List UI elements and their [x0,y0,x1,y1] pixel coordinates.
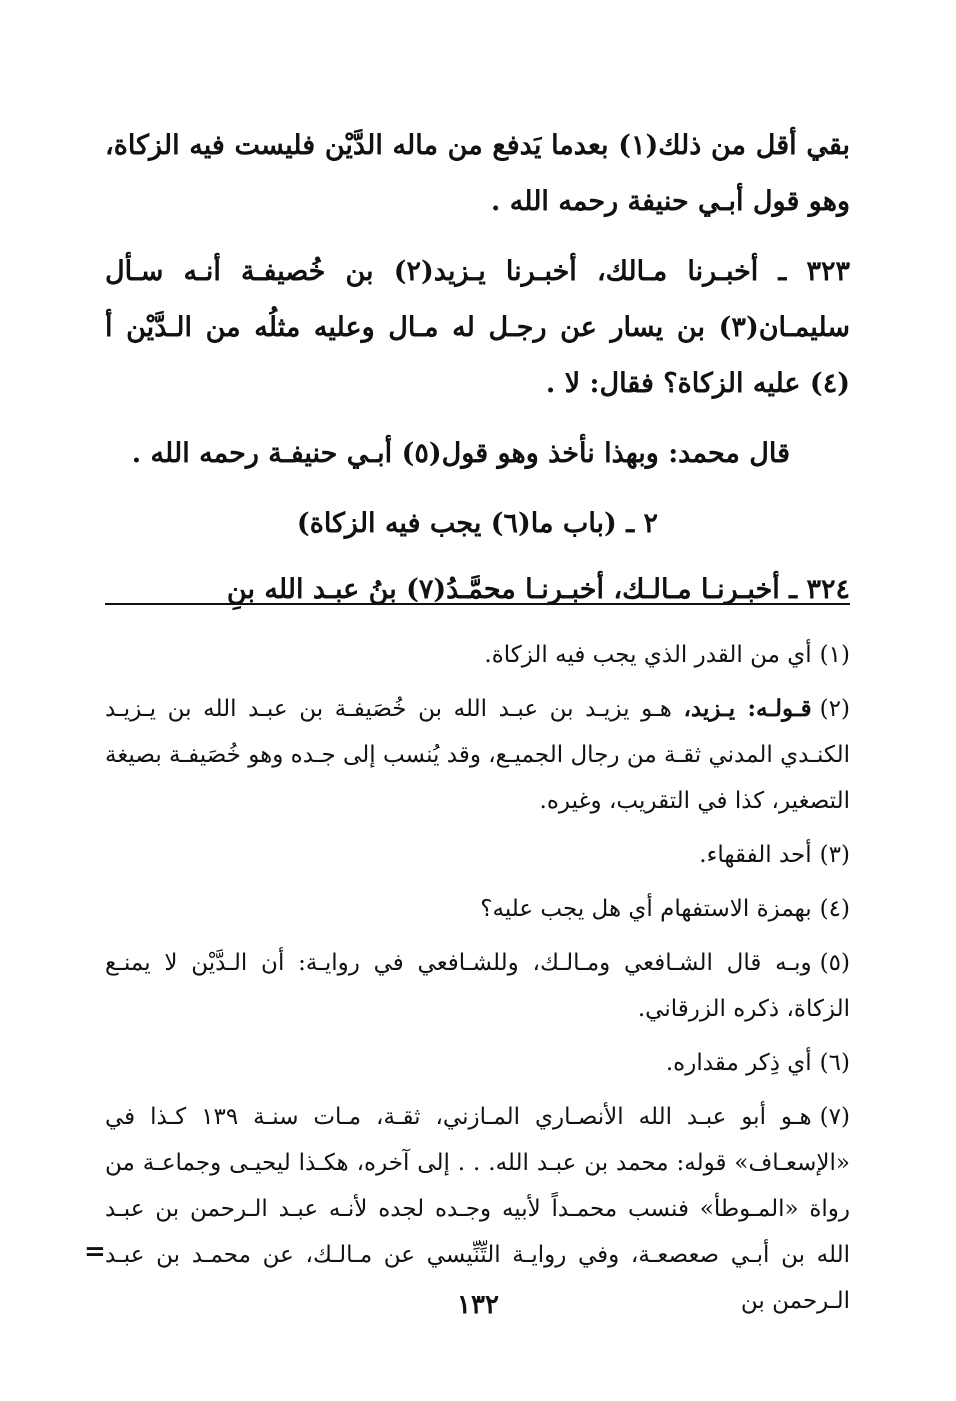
footnote-number: (٣) [819,842,850,868]
footnote-divider [105,603,850,605]
footnote-text: أي من القدر الذي يجب فيه الزكاة. [484,642,812,668]
footnote-text: هـو يزيـد بن عبـد الله بن خُصَيفـة بن عبـد الله بن يـزيـد الكنـدي المدني ثقـة من رجال الجميـع، وقد يُنسب إلى جـده وهو خُصَيفـة بصيغة التصغير، كذا في التقريب، وغيره. [105,696,850,814]
hadith-324: ٣٢٤ ـ أخبـرنـا مـالـك، أخبـرنـا محمَّـدُ(٧) بنُ عبـد الله بنِ [226,574,850,605]
footnote-5 [105,940,850,1032]
footnote-6 [105,1040,850,1086]
footnote-number: (٦) [819,1050,850,1076]
footnote-number: (٢) [819,696,850,722]
footnote-text: هـو أبو عبـد الله الأنصـاري المـازني، ثقـة، مـات سنـة ١٣٩ كـذا في «الإسعـاف» قوله: محمد بن عبـد الله. . . إلى آخره، هكـذا ليحيـى وجماعـة من رواة «المـوطأ» فنسب محمـداً لأبيه وجـده لجده لأنـه عبـد الـرحمن بن عبـد الله بن أبـي صعصعـة، وفي روايـة التِّنِّيسي عن مـالـك، عن محمـد بن عبـد الـرحمن بن [105,1104,850,1314]
footnotes [105,632,850,1332]
muhammad-statement: قال محمد: وبهذا نأخذ وهو قول(٥) أبـي حنيفـة رحمه الله . [131,438,790,469]
main-text [105,118,850,632]
footnote-lead: قـولـه: يـزيد، [683,695,812,722]
paragraph-continuation: بقي أقل من ذلك(١) بعدما يَدفع من ماله الدَّيْن فليست فيه الزكاة، وهو قول أبـي حنيفة رحمه الله . [105,130,850,217]
page-number: ١٣٢ [457,1290,499,1320]
footnote-text: بهمزة الاستفهام أي هل يجب عليه؟ [480,896,812,922]
continuation-mark: = [84,1237,106,1267]
hadith-323: ٣٢٣ ـ أخبـرنا مـالك، أخبـرنا يـزيد(٢) بن خُصيفـة أنـه سـأل سليمـان(٣) بن يسار عن رجـل له مـال وعليه مثلُه من الـدَّيْن أ (٤) عليه الزكاة؟ فقال: لا . [105,256,850,399]
footnote-number: (١) [819,642,850,668]
footnote-4 [105,886,850,932]
footnote-2 [105,686,850,824]
chapter-heading: ٢ ـ (باب ما(٦) يجب فيه الزكاة) [296,508,659,539]
footnote-3 [105,832,850,878]
footnote-text: أحد الفقهاء. [699,842,812,868]
footnote-number: (٤) [819,896,850,922]
footnote-1 [105,632,850,678]
footnote-text: أي ذِكر مقداره. [665,1050,812,1076]
footnote-number: (٧) [819,1104,850,1130]
footnote-number: (٥) [819,950,850,976]
footnote-text: وبـه قال الشـافعي ومـالـك، وللشـافعي في روايـة: أن الـدَّيْن لا يمنـع الزكاة، ذكره الزرقاني. [105,950,850,1022]
